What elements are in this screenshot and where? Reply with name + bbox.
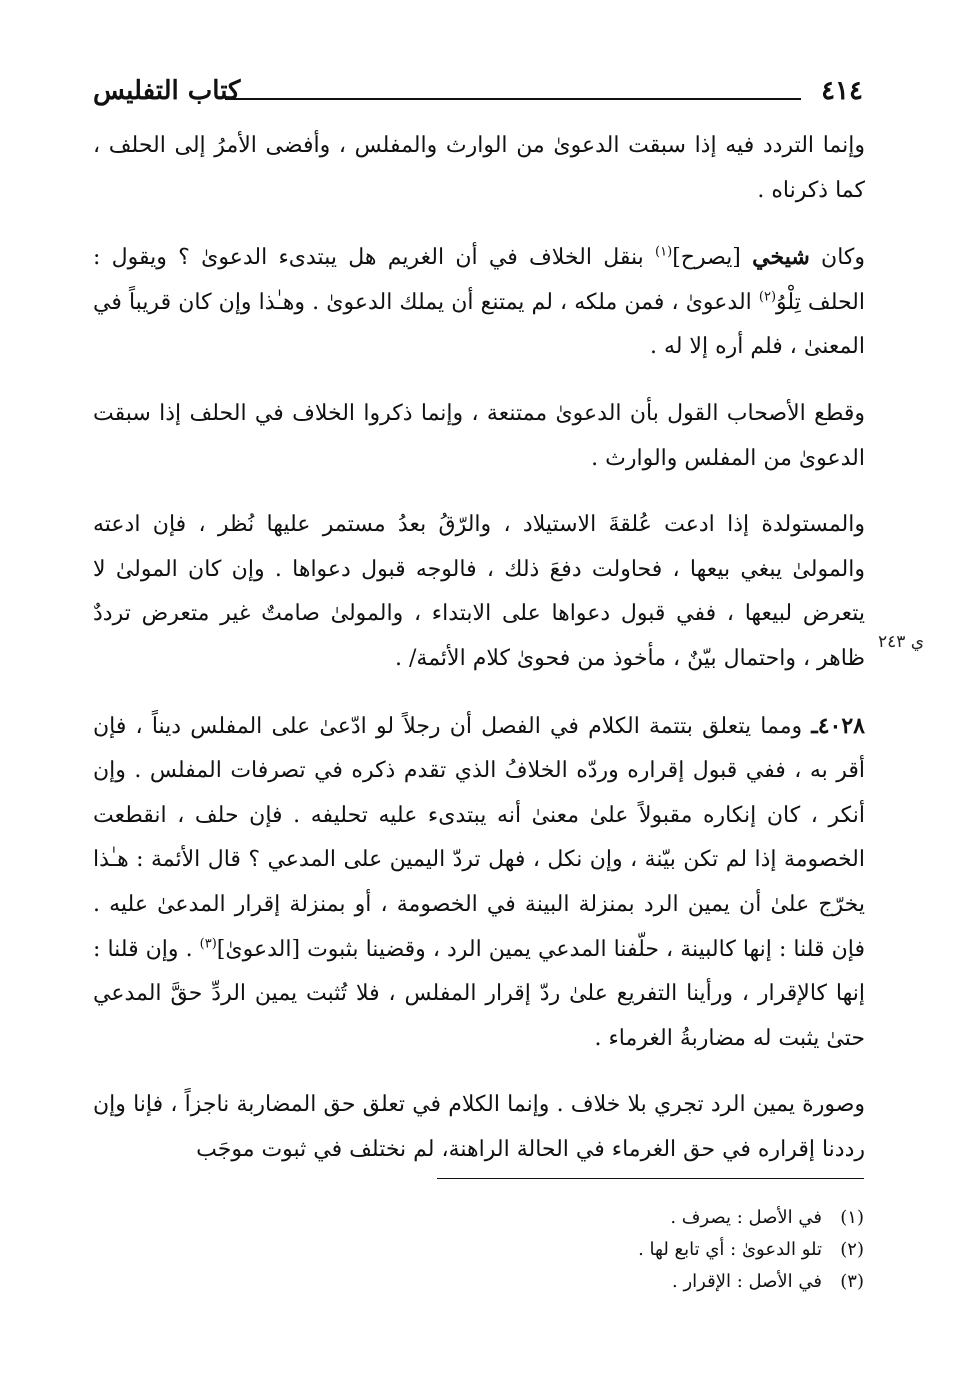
footnote-number: (٢) — [840, 1239, 864, 1260]
paragraph — [93, 704, 865, 1062]
paragraph-text: وقطع الأصحاب القول بأن الدعوىٰ ممتنعة ، وإنما ذكروا الخلاف في الحلف إذا سبقت الدعوىٰ من المفلس والوارث . — [93, 400, 865, 471]
page-number: ٤١٤ — [821, 76, 863, 106]
footnote-ref: (٢) — [758, 289, 777, 305]
paragraph — [93, 392, 865, 481]
footnote-text: تلو الدعوىٰ : أي تابع لها . — [638, 1239, 822, 1260]
paragraph — [93, 235, 865, 370]
margin-note: ي ٢٤٣ — [878, 632, 925, 652]
footnote — [364, 1202, 864, 1234]
footnote-text: في الأصل : الإقرار . — [672, 1271, 822, 1292]
paragraph-text: والمستولدة إذا ادعت عُلقةَ الاستيلاد ، والرّقُ بعدُ مستمر عليها نُظر ، فإن ادعته والمولىٰ يبغي بيعها ، فحاولت دفعَ ذلك ، فالوجه قبول دعواها . وإن كان المولىٰ لا يتعرض لبيعها ، ففي قبول دعواها على الابتداء ، والمولىٰ صامتٌ غير متعرض ترددٌ ظاهر ، واحتمال بيّنٌ ، مأخوذ من فحوىٰ كلام الأئمة/ . — [93, 512, 865, 671]
bold-term: شيخي — [752, 244, 810, 271]
footnote — [364, 1234, 864, 1266]
paragraph — [93, 1083, 865, 1172]
footnote-text: في الأصل : يصرف . — [670, 1207, 822, 1228]
section-number: ٤٠٢٨ـ — [811, 712, 865, 739]
paragraph-text: الدعوىٰ ، فمن ملكه ، لم يمتنع أن يملك الدعوىٰ . وهـٰذا وإن كان قريباً في المعنىٰ ، فلم أره إلا له . — [93, 289, 865, 360]
footnote-ref: (١) — [655, 244, 673, 260]
paragraph-text: وإنما التردد فيه إذا سبقت الدعوىٰ من الوارث والمفلس ، وأفضى الأمرُ إلى الحلف ، كما ذكرناه . — [93, 133, 865, 203]
footnote-number: (١) — [840, 1207, 864, 1228]
paragraph-text: وكان — [809, 245, 866, 271]
main-text — [93, 124, 865, 1194]
paragraph-text: . وإن قلنا : إنها كالإقرار ، ورأينا التفريع علىٰ ردّ إقرار المفلس ، فلا تُثبت يمين الردِّ حقَّ المدعي حتىٰ يثبت له مضاربةُ الغرماء . — [93, 936, 865, 1051]
book-title: كتاب التفليس — [93, 76, 241, 106]
paragraph-text: ومما يتعلق بتتمة الكلام في الفصل أن رجلاً لو ادّعىٰ على المفلس ديناً ، فإن أقر به ، ففي قبول إقراره وردّه الخلافُ الذي تقدم ذكره في تصرفات المفلس . وإن أنكر ، كان إنكاره مقبولاً علىٰ معنىٰ أنه يبتدىء عليه تحليفه . فإن حلف ، انقطعت الخصومة إذا لم تكن بيّنة ، وإن نكل ، فهل تردّ اليمين على المدعي ؟ قال الأئمة : هـٰذا يخرّج علىٰ أن يمين الرد بمنزلة البينة في الخصومة ، أو بمنزلة إقرار المدعىٰ عليه . فإن قلنا : إنها كالبينة ، حلّفنا المدعي يمين الرد ، وقضينا بثبوت [الدعوىٰ] — [93, 713, 865, 962]
paragraph-text: [يصرح] — [672, 245, 753, 271]
paragraph-text: وصورة يمين الرد تجري بلا خلاف . وإنما الكلام في تعلق حق المضاربة ناجزاً ، فإنا وإن رددنا إقراره في حق الغرماء في الحالة الراهنة، لم نختلف في ثبوت موجَب — [93, 1092, 865, 1162]
footnote-number: (٣) — [840, 1271, 864, 1292]
footnote — [364, 1266, 864, 1298]
footnote-rule — [437, 1178, 864, 1179]
paragraph — [93, 124, 865, 213]
paragraph-text: بنقل الخلاف في أن الغريم هل يبتدىء الدعوىٰ ؟ ويقول : الحلف تِلْوُ — [93, 245, 865, 315]
footnotes — [364, 1202, 864, 1298]
footnote-ref: (٣) — [199, 936, 217, 952]
running-header — [93, 74, 863, 114]
paragraph — [93, 503, 865, 681]
header-rule — [225, 98, 801, 100]
